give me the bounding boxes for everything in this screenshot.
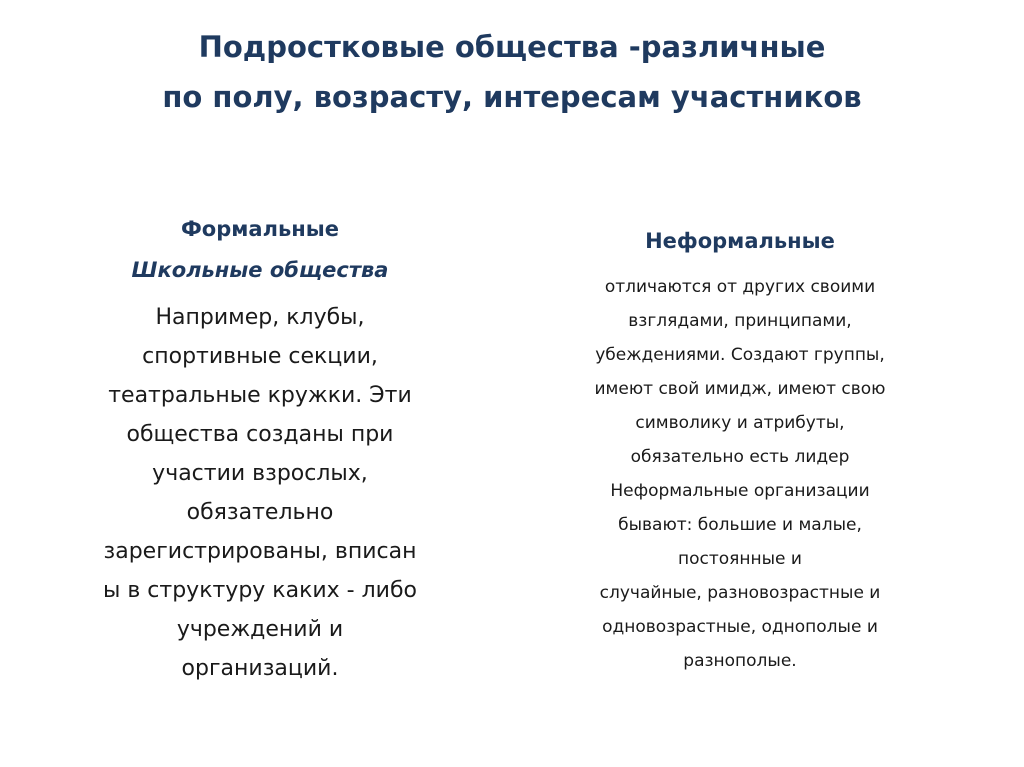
formal-line: Например, клубы, [155,305,365,330]
informal-line: символику и атрибуты, [635,413,845,433]
informal-column [520,222,960,678]
informal-line: обязательно есть лидер [630,447,850,467]
informal-line: постоянные и [678,549,802,569]
formal-column [40,210,480,688]
informal-line: разнополые. [683,651,797,671]
informal-line: имеют свой имидж, имеют свою [594,379,886,399]
formal-description [40,298,480,688]
formal-line: общества созданы при [126,422,394,447]
slide-title [40,22,984,122]
informal-line: взглядами, принципами, [628,311,852,331]
formal-line: театральные кружки. Эти [108,383,412,408]
formal-heading: Формальные [180,217,340,241]
formal-line: организаций. [181,656,339,681]
slide-title-line-2: по полу, возрасту, интересам участников [162,80,862,114]
informal-heading: Неформальные [645,229,835,253]
informal-line: отличаются от других своими [604,277,876,297]
informal-line: одновозрастные, однополые и [602,617,878,637]
formal-subheading: Школьные общества [131,258,389,282]
formal-line: учреждений и [176,617,344,642]
formal-line: обязательно [186,500,334,525]
informal-line: бывают: большие и малые, [618,515,862,535]
formal-line: зарегистрированы, вписан [103,539,417,564]
informal-line: Неформальные организации [610,481,870,501]
formal-line: ы в структуру каких - либо [102,578,417,603]
informal-line: случайные, разновозрастные и [599,583,881,603]
informal-line: убеждениями. Создают группы, [595,345,885,365]
informal-description [520,270,960,678]
formal-line: участии взрослых, [152,461,368,486]
formal-line: спортивные секции, [142,344,378,369]
slide-title-line-1: Подростковые общества -различные [198,30,826,64]
